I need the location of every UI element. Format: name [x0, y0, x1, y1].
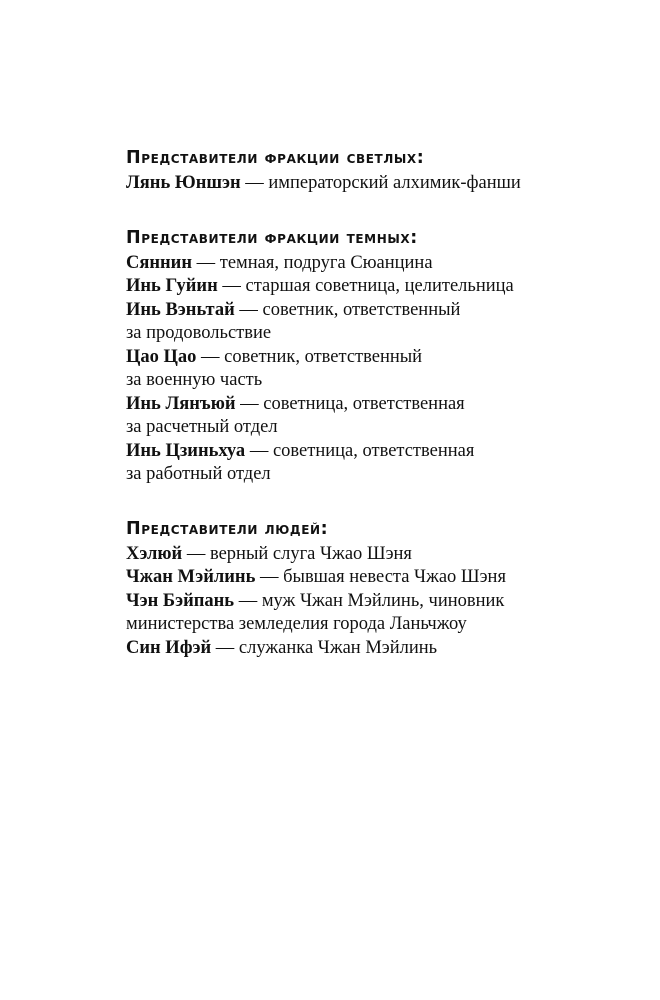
character-entry: Лянь Юншэн — императорский алхимик-фанши: [126, 173, 521, 193]
character-description: императорский алхимик-фанши: [268, 173, 521, 193]
character-entry: Син Ифэй — служанка Чжан Мэйлинь: [126, 637, 438, 658]
section-heading: Представители фракции темных:: [126, 227, 418, 248]
character-entry: Чжан Мэйлинь — бывшая невеста Чжао Шэня: [126, 567, 506, 587]
character-entry: Сяннин — темная, подруга Сюанцина: [126, 252, 433, 273]
section-light-faction: [126, 146, 626, 196]
character-description: старшая советница, целительница: [245, 276, 514, 296]
character-description: советница, ответственная: [263, 393, 465, 414]
character-name: Инь Вэньтай: [126, 299, 235, 320]
section-humans: [126, 517, 626, 661]
character-name: Чжан Мэйлинь: [126, 567, 256, 587]
character-name: Син Ифэй: [126, 637, 212, 658]
character-name: Сяннин: [126, 252, 193, 273]
character-entry: Чэн Бэйпань — муж Чжан Мэйлинь, чиновник министерства земледелия города Ланьчжоу: [126, 590, 505, 634]
character-entry: Инь Гуйин — старшая советница, целительница: [126, 276, 514, 296]
character-list-page: [126, 146, 626, 690]
character-name: Цао Цао: [126, 346, 197, 367]
character-entry: Инь Цзиньхуа — советница, ответственная за работный отдел: [126, 440, 475, 484]
character-description-continued: за расчетный отдел: [126, 417, 278, 437]
section-heading: Представители фракции светлых:: [126, 148, 425, 168]
character-entry: Цао Цао — советник, ответственный за военную часть: [126, 346, 423, 390]
character-description: советник, ответственный: [262, 299, 461, 320]
character-name: Инь Цзиньхуа: [126, 440, 246, 461]
character-description: муж Чжан Мэйлинь, чиновник: [261, 590, 505, 611]
character-name: Хэлюй: [126, 543, 183, 564]
section-dark-faction: [126, 226, 626, 487]
character-description-continued: министерства земледелия города Ланьчжоу: [126, 614, 467, 634]
character-description: верный слуга Чжао Шэня: [209, 543, 412, 564]
character-name: Инь Лянъюй: [126, 393, 236, 414]
character-description-continued: за военную часть: [126, 370, 263, 390]
character-description: бывшая невеста Чжао Шэня: [283, 567, 506, 587]
character-entry: Хэлюй — верный слуга Чжао Шэня: [126, 543, 412, 564]
character-entry: Инь Вэньтай — советник, ответственный за продовольствие: [126, 299, 461, 343]
character-description: советник, ответственный: [224, 346, 423, 367]
character-description: служанка Чжан Мэйлинь: [238, 637, 438, 658]
character-description-continued: за продовольствие: [126, 323, 272, 343]
character-name: Лянь Юншэн: [126, 173, 241, 193]
character-description: советница, ответственная: [272, 440, 475, 461]
character-entry: Инь Лянъюй — советница, ответственная за расчетный отдел: [126, 393, 465, 437]
character-description: темная, подруга Сюанцина: [219, 252, 433, 273]
character-name: Чэн Бэйпань: [126, 590, 235, 611]
character-name: Инь Гуйин: [126, 276, 218, 296]
character-description-continued: за работный отдел: [126, 464, 271, 484]
section-heading: Представители людей:: [126, 518, 329, 539]
